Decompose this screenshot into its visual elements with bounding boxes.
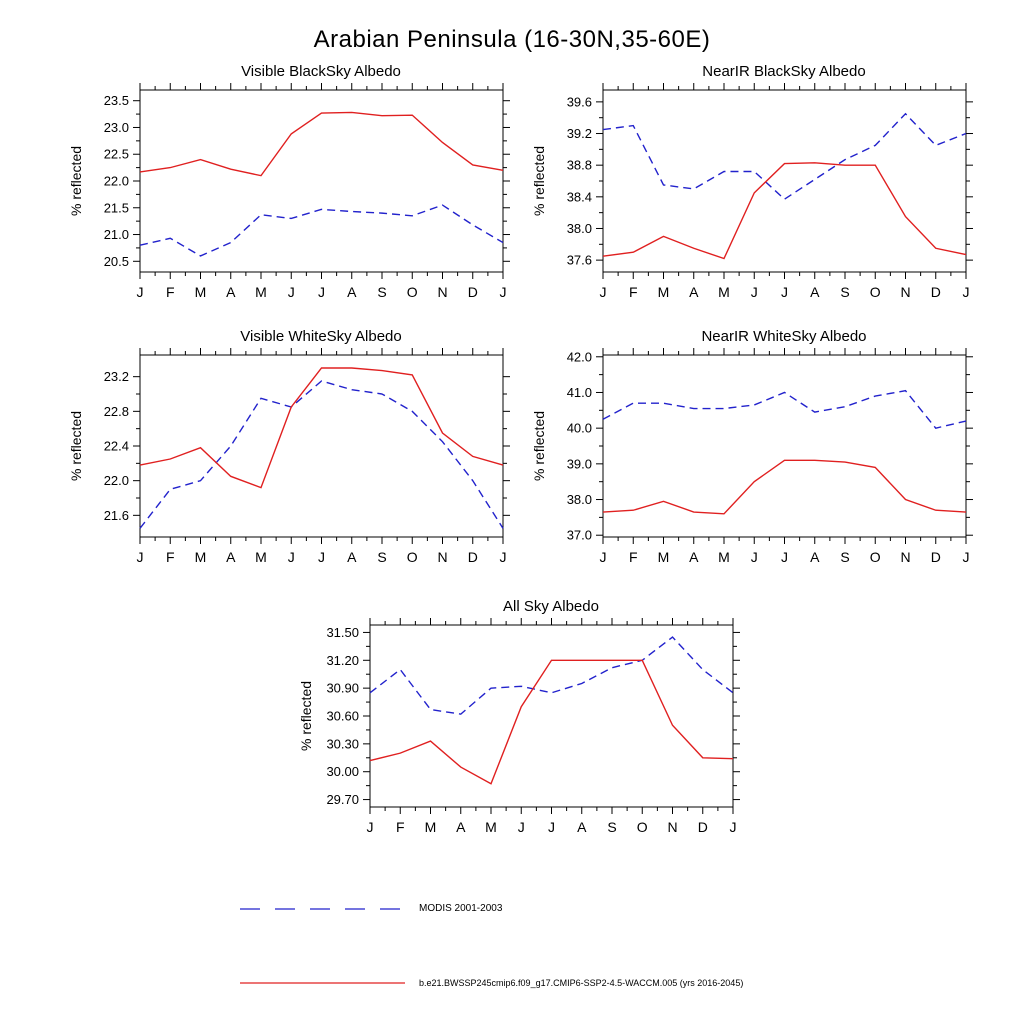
x-tick-label: N <box>900 284 911 300</box>
x-tick-label: J <box>599 284 607 300</box>
plot-area <box>104 348 510 565</box>
y-tick-label: 38.4 <box>566 189 592 205</box>
x-tick-label: S <box>377 284 387 300</box>
subplot-visible-whitesky-albedo <box>65 325 520 575</box>
x-tick-label: J <box>781 284 788 300</box>
modis-series-line <box>370 637 733 714</box>
x-tick-label: J <box>729 819 737 835</box>
model-series-line <box>603 163 966 259</box>
visible-blacksky-chart <box>65 60 520 310</box>
x-tick-label: J <box>318 284 325 300</box>
x-tick-label: D <box>930 284 941 300</box>
y-tick-label: 39.2 <box>566 126 592 142</box>
y-tick-label: 30.90 <box>326 680 359 696</box>
x-tick-label: O <box>869 284 881 300</box>
y-tick-label: 20.5 <box>103 253 129 269</box>
x-tick-label: M <box>194 284 207 300</box>
x-tick-label: O <box>406 284 418 300</box>
y-tick-label: 38.8 <box>566 157 592 173</box>
y-tick-label: 38.0 <box>566 492 592 508</box>
model-series-line <box>370 660 733 784</box>
x-tick-label: N <box>437 284 448 300</box>
chart-title: Visible BlackSky Albedo <box>241 63 401 80</box>
x-tick-label: J <box>517 819 525 835</box>
x-tick-label: M <box>485 819 497 835</box>
x-tick-label: A <box>689 284 699 300</box>
x-tick-label: J <box>136 284 144 300</box>
x-tick-label: M <box>657 284 670 300</box>
y-tick-label: 22.0 <box>103 473 129 489</box>
model-series-line <box>140 112 503 175</box>
y-tick-label: 31.50 <box>326 624 359 640</box>
y-tick-label: 29.70 <box>326 792 359 808</box>
plot-frame <box>603 90 966 272</box>
x-tick-label: F <box>395 819 405 835</box>
x-tick-label: D <box>697 819 708 835</box>
y-tick-label: 22.4 <box>103 438 129 454</box>
x-tick-label: N <box>900 549 911 565</box>
x-tick-label: A <box>347 549 357 565</box>
y-tick-label: 42.0 <box>566 349 592 365</box>
x-tick-label: J <box>136 549 144 565</box>
subplot-nearir-whitesky-albedo <box>528 325 983 575</box>
chart-title: NearIR BlackSky Albedo <box>702 63 866 80</box>
y-tick-label: 31.20 <box>326 652 359 668</box>
y-tick-label: 22.8 <box>103 403 129 419</box>
x-tick-label: O <box>406 549 418 565</box>
x-tick-label: A <box>347 284 357 300</box>
plot-frame <box>140 355 503 537</box>
model-series-line <box>140 368 503 488</box>
model-series-line <box>603 460 966 514</box>
x-tick-label: S <box>840 549 850 565</box>
x-tick-label: F <box>628 549 638 565</box>
x-tick-label: J <box>287 284 295 300</box>
x-tick-label: A <box>226 284 236 300</box>
y-tick-label: 22.5 <box>103 146 129 162</box>
x-tick-label: J <box>499 284 507 300</box>
x-tick-label: J <box>599 549 607 565</box>
x-tick-label: J <box>962 549 970 565</box>
y-tick-label: 37.0 <box>566 527 592 543</box>
y-tick-label: 21.5 <box>103 200 129 216</box>
x-tick-label: J <box>962 284 970 300</box>
plot-area <box>567 348 973 565</box>
y-tick-label: 40.0 <box>566 420 592 436</box>
main-title: Arabian Peninsula (16-30N,35-60E) <box>313 26 711 53</box>
x-tick-label: J <box>318 549 325 565</box>
x-tick-label: F <box>165 284 175 300</box>
modis-series-line <box>140 381 503 528</box>
legend-model-label: b.e21.BWSSP245cmip6.f09_g17.CMIP6-SSP2-4.5-WACCM.005 (yrs 2016-2045) <box>419 978 744 988</box>
plot-area <box>104 83 510 300</box>
x-tick-label: J <box>750 549 758 565</box>
y-tick-label: 23.2 <box>103 369 129 385</box>
x-tick-label: J <box>781 549 788 565</box>
y-tick-label: 30.60 <box>326 708 359 724</box>
y-tick-label: 37.6 <box>566 252 592 268</box>
nearir-whitesky-chart <box>528 325 983 575</box>
x-tick-label: S <box>377 549 387 565</box>
visible-whitesky-chart <box>65 325 520 575</box>
legend-modis <box>240 903 502 914</box>
y-tick-label: 22.0 <box>103 173 129 189</box>
x-tick-label: A <box>689 549 699 565</box>
x-tick-label: M <box>718 549 730 565</box>
plot-frame <box>140 90 503 272</box>
x-tick-label: M <box>424 819 437 835</box>
subplot-all-sky-albedo <box>295 595 750 845</box>
subplot-visible-blacksky-albedo <box>65 60 520 310</box>
y-axis-label: % reflected <box>68 145 84 217</box>
x-tick-label: J <box>750 284 758 300</box>
modis-series-line <box>140 205 503 256</box>
x-tick-label: M <box>255 284 267 300</box>
y-tick-label: 39.6 <box>566 94 592 110</box>
y-tick-label: 23.0 <box>103 119 129 135</box>
y-tick-label: 23.5 <box>103 93 129 109</box>
plot-frame <box>370 625 733 807</box>
plot-frame <box>603 355 966 537</box>
legend-model <box>240 978 743 988</box>
x-tick-label: D <box>467 549 478 565</box>
x-tick-label: M <box>657 549 670 565</box>
x-tick-label: J <box>499 549 507 565</box>
y-axis-label: % reflected <box>531 145 547 217</box>
all-sky-chart <box>295 595 750 845</box>
x-tick-label: S <box>607 819 617 835</box>
chart-title: All Sky Albedo <box>503 598 599 615</box>
x-tick-label: A <box>456 819 466 835</box>
x-tick-label: S <box>840 284 850 300</box>
nearir-blacksky-chart <box>528 60 983 310</box>
subplot-nearir-blacksky-albedo <box>528 60 983 310</box>
y-tick-label: 30.00 <box>326 764 359 780</box>
x-tick-label: N <box>437 549 448 565</box>
x-tick-label: M <box>255 549 267 565</box>
x-tick-label: J <box>287 549 295 565</box>
chart-title: NearIR WhiteSky Albedo <box>701 328 867 345</box>
legend-modis-label: MODIS 2001-2003 <box>419 903 503 914</box>
y-tick-label: 38.0 <box>566 220 592 236</box>
x-tick-label: A <box>810 284 820 300</box>
y-tick-label: 39.0 <box>566 456 592 472</box>
x-tick-label: N <box>667 819 678 835</box>
x-tick-label: J <box>548 819 555 835</box>
x-tick-label: J <box>366 819 374 835</box>
x-tick-label: F <box>628 284 638 300</box>
y-axis-label: % reflected <box>298 680 314 752</box>
y-tick-label: 21.0 <box>103 227 129 243</box>
y-tick-label: 21.6 <box>103 507 129 523</box>
x-tick-label: O <box>636 819 648 835</box>
x-tick-label: F <box>165 549 175 565</box>
modis-series-line <box>603 391 966 428</box>
x-tick-label: M <box>718 284 730 300</box>
plot-area <box>326 618 740 835</box>
x-tick-label: A <box>577 819 587 835</box>
x-tick-label: D <box>467 284 478 300</box>
model-legend-line <box>240 979 405 987</box>
plot-area <box>567 83 973 300</box>
y-axis-label: % reflected <box>531 410 547 482</box>
x-tick-label: M <box>194 549 207 565</box>
x-tick-label: A <box>810 549 820 565</box>
y-axis-label: % reflected <box>68 410 84 482</box>
y-tick-label: 30.30 <box>326 736 359 752</box>
x-tick-label: O <box>869 549 881 565</box>
modis-legend-line <box>240 905 405 913</box>
chart-title: Visible WhiteSky Albedo <box>240 328 402 345</box>
x-tick-label: A <box>226 549 236 565</box>
x-tick-label: D <box>930 549 941 565</box>
y-tick-label: 41.0 <box>566 384 592 400</box>
modis-series-line <box>603 114 966 199</box>
